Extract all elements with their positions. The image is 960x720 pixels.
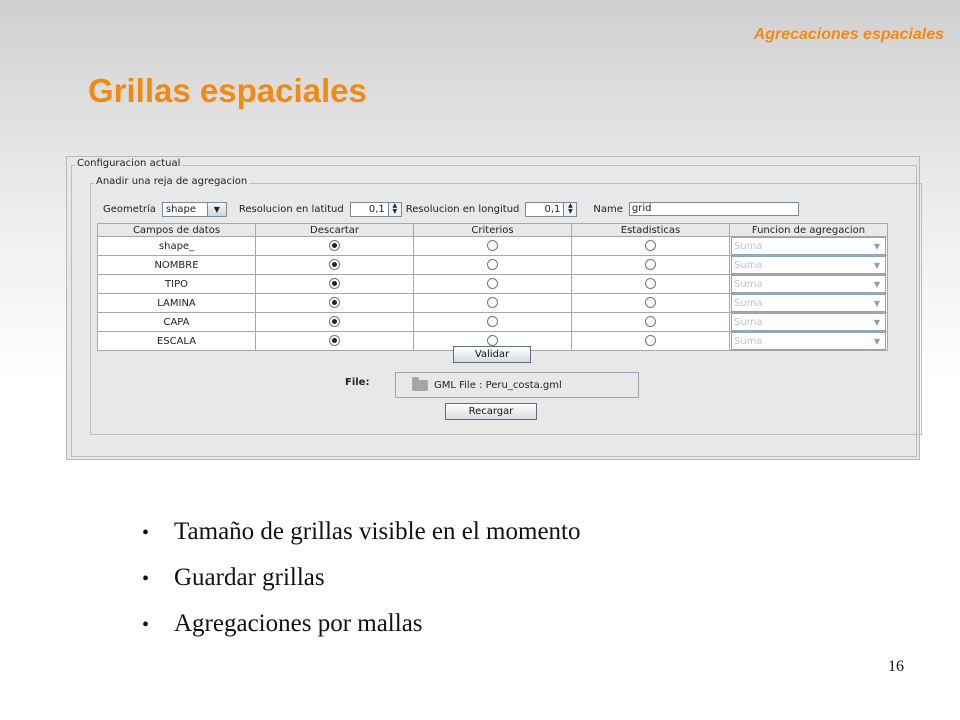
funcion-select[interactable]: Suma ▼ xyxy=(731,256,886,274)
chevron-down-icon[interactable]: ▼ xyxy=(873,260,881,270)
bullet-icon: • xyxy=(142,522,150,544)
column-header[interactable]: Descartar xyxy=(256,224,414,237)
funcion-select[interactable]: Suma ▼ xyxy=(731,237,886,255)
chevron-down-icon[interactable]: ▼ xyxy=(873,298,881,308)
funcion-select[interactable]: Suma ▼ xyxy=(731,275,886,293)
bullet-icon: • xyxy=(142,568,150,590)
table-row xyxy=(98,275,888,294)
table-row xyxy=(98,294,888,313)
radio-descartar[interactable] xyxy=(329,335,340,346)
bullet-icon: • xyxy=(142,614,150,636)
radio-estadisticas[interactable] xyxy=(645,259,656,270)
list-item: • Guardar grillas xyxy=(142,564,580,610)
geometria-select[interactable]: shape ▼ xyxy=(162,202,227,217)
radio-estadisticas[interactable] xyxy=(645,335,656,346)
field-name: ESCALA xyxy=(98,332,256,351)
lon-spinner[interactable]: 0,1 ▲ ▼ xyxy=(525,202,577,217)
lat-spinner[interactable]: 0,1 ▲ ▼ xyxy=(350,202,402,217)
chevron-down-icon[interactable]: ▼ xyxy=(873,317,881,327)
radio-estadisticas[interactable] xyxy=(645,316,656,327)
validar-button[interactable]: Validar xyxy=(453,346,531,363)
lon-label: Resolucion en longitud xyxy=(405,203,520,215)
file-name: GML File : Peru_costa.gml xyxy=(434,379,562,391)
radio-criterios[interactable] xyxy=(487,259,498,270)
table-row xyxy=(98,256,888,275)
funcion-select[interactable]: Suma ▼ xyxy=(731,313,886,331)
folder-icon xyxy=(412,380,428,391)
radio-estadisticas[interactable] xyxy=(645,297,656,308)
radio-criterios[interactable] xyxy=(487,335,498,346)
radio-criterios[interactable] xyxy=(487,316,498,327)
field-name: LAMINA xyxy=(98,294,256,313)
radio-criterios[interactable] xyxy=(487,240,498,251)
field-name: shape_ xyxy=(98,237,256,256)
list-item: • Agregaciones por mallas xyxy=(142,610,580,656)
file-chooser[interactable] xyxy=(395,372,639,398)
name-input[interactable]: grid xyxy=(629,202,799,216)
fields-table xyxy=(97,223,888,351)
table-row xyxy=(98,313,888,332)
radio-descartar[interactable] xyxy=(329,316,340,327)
spin-down-icon[interactable]: ▼ xyxy=(564,209,576,216)
page-title: Grillas espaciales xyxy=(88,72,367,109)
radio-descartar[interactable] xyxy=(329,240,340,251)
chevron-down-icon[interactable]: ▼ xyxy=(873,279,881,289)
radio-descartar[interactable] xyxy=(329,278,340,289)
recargar-button[interactable]: Recargar xyxy=(445,403,537,420)
radio-estadisticas[interactable] xyxy=(645,240,656,251)
geometria-label: Geometría xyxy=(103,203,156,215)
field-name: CAPA xyxy=(98,313,256,332)
bullet-list xyxy=(142,518,580,656)
chevron-down-icon[interactable]: ▼ xyxy=(873,336,881,346)
spin-up-icon[interactable]: ▲ xyxy=(389,203,401,210)
column-header[interactable]: Campos de datos xyxy=(98,224,256,237)
radio-criterios[interactable] xyxy=(487,278,498,289)
grid-options-row xyxy=(103,201,799,217)
page-number: 16 xyxy=(888,658,904,675)
spin-down-icon[interactable]: ▼ xyxy=(389,209,401,216)
list-item: • Tamaño de grillas visible en el momento xyxy=(142,518,580,564)
column-header[interactable]: Funcion de agregacion xyxy=(730,224,888,237)
file-label: File: xyxy=(345,377,370,388)
spin-up-icon[interactable]: ▲ xyxy=(564,203,576,210)
radio-descartar[interactable] xyxy=(329,259,340,270)
radio-descartar[interactable] xyxy=(329,297,340,308)
radio-criterios[interactable] xyxy=(487,297,498,308)
grid-legend: Anadir una reja de agregacion xyxy=(96,176,248,187)
column-header[interactable]: Estadisticas xyxy=(572,224,730,237)
field-name: NOMBRE xyxy=(98,256,256,275)
field-name: TIPO xyxy=(98,275,256,294)
lat-label: Resolucion en latitud xyxy=(238,203,344,215)
radio-estadisticas[interactable] xyxy=(645,278,656,289)
config-panel-screenshot xyxy=(66,156,920,460)
chevron-down-icon[interactable]: ▼ xyxy=(207,203,226,216)
section-title: Agrecaciones espaciales xyxy=(753,26,944,43)
funcion-select[interactable]: Suma ▼ xyxy=(731,294,886,312)
name-label: Name xyxy=(593,203,623,215)
table-row xyxy=(98,237,888,256)
funcion-select[interactable]: Suma ▼ xyxy=(731,332,886,350)
chevron-down-icon[interactable]: ▼ xyxy=(873,241,881,251)
column-header[interactable]: Criterios xyxy=(414,224,572,237)
config-legend: Configuracion actual xyxy=(77,158,181,169)
